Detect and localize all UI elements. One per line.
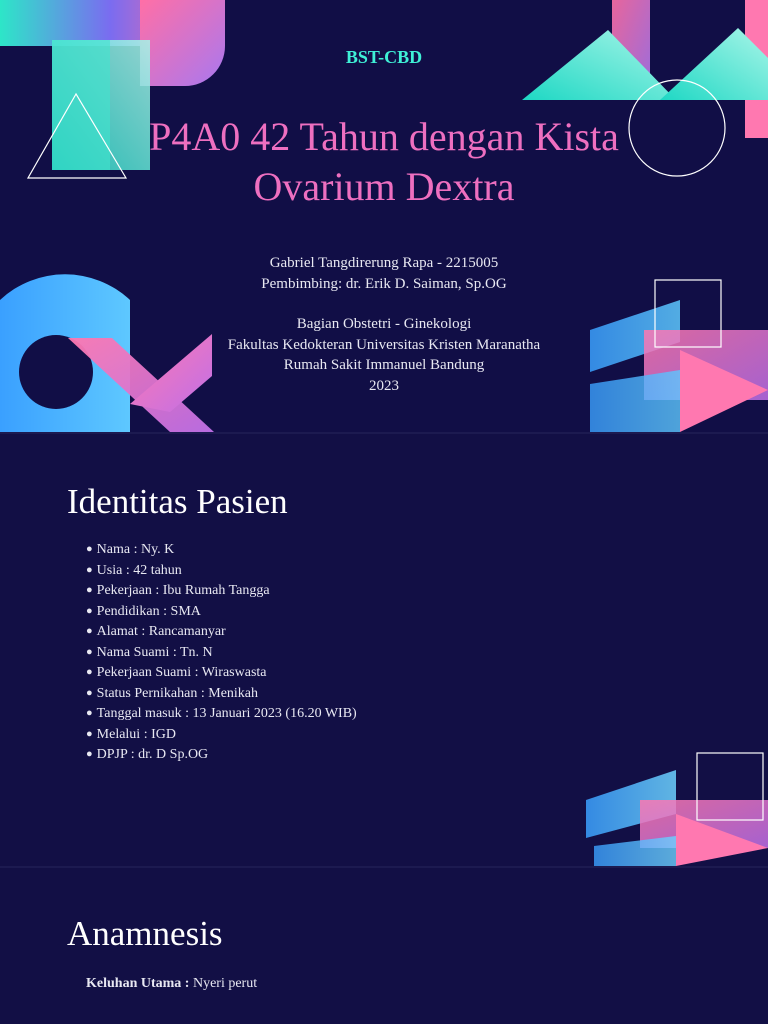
list-item: ● Pekerjaan Suami : Wiraswasta <box>86 663 357 684</box>
faculty: Fakultas Kedokteran Universitas Kristen Maranatha <box>227 336 541 353</box>
title-line-2: Ovarium Dextra <box>253 164 515 209</box>
list-item: ● Status Pernikahan : Menikah <box>86 684 357 705</box>
patient-identity-list <box>86 540 357 766</box>
section-heading: Identitas Pasien <box>67 482 288 521</box>
year: 2023 <box>369 377 399 394</box>
chief-complaint-label: Keluhan Utama : <box>86 976 190 991</box>
list-item: ● Tanggal masuk : 13 Januari 2023 (16.20 WIB) <box>86 704 357 725</box>
anamnesis-slide <box>0 868 768 1024</box>
list-item: ● Pekerjaan : Ibu Rumah Tangga <box>86 581 357 602</box>
presentation-tag: BST-CBD <box>345 47 423 67</box>
patient-identity-slide <box>0 434 768 866</box>
chief-complaint-value: Nyeri perut <box>192 976 258 991</box>
list-item: ● Alamat : Rancamanyar <box>86 622 357 643</box>
title-slide <box>0 0 768 432</box>
list-item: ● Melalui : IGD <box>86 725 357 746</box>
author-name: Gabriel Tangdirerung Rapa - 2215005 <box>269 255 499 271</box>
section-heading: Anamnesis <box>67 914 223 953</box>
institution-info <box>0 314 768 396</box>
list-item: ● DPJP : dr. D Sp.OG <box>86 745 357 766</box>
slide-title <box>0 112 768 212</box>
list-item: ● Nama Suami : Tn. N <box>86 643 357 664</box>
author-info <box>0 253 768 294</box>
supervisor: Pembimbing: dr. Erik D. Saiman, Sp.OG <box>261 275 507 292</box>
list-item: ● Usia : 42 tahun <box>86 561 357 582</box>
chief-complaint <box>86 976 257 992</box>
title-line-1: P4A0 42 Tahun dengan Kista <box>149 114 619 159</box>
list-item: ● Nama : Ny. K <box>86 540 357 561</box>
department: Bagian Obstetri - Ginekologi <box>296 316 472 332</box>
list-item: ● Pendidikan : SMA <box>86 602 357 623</box>
hospital: Rumah Sakit Immanuel Bandung <box>283 357 485 373</box>
